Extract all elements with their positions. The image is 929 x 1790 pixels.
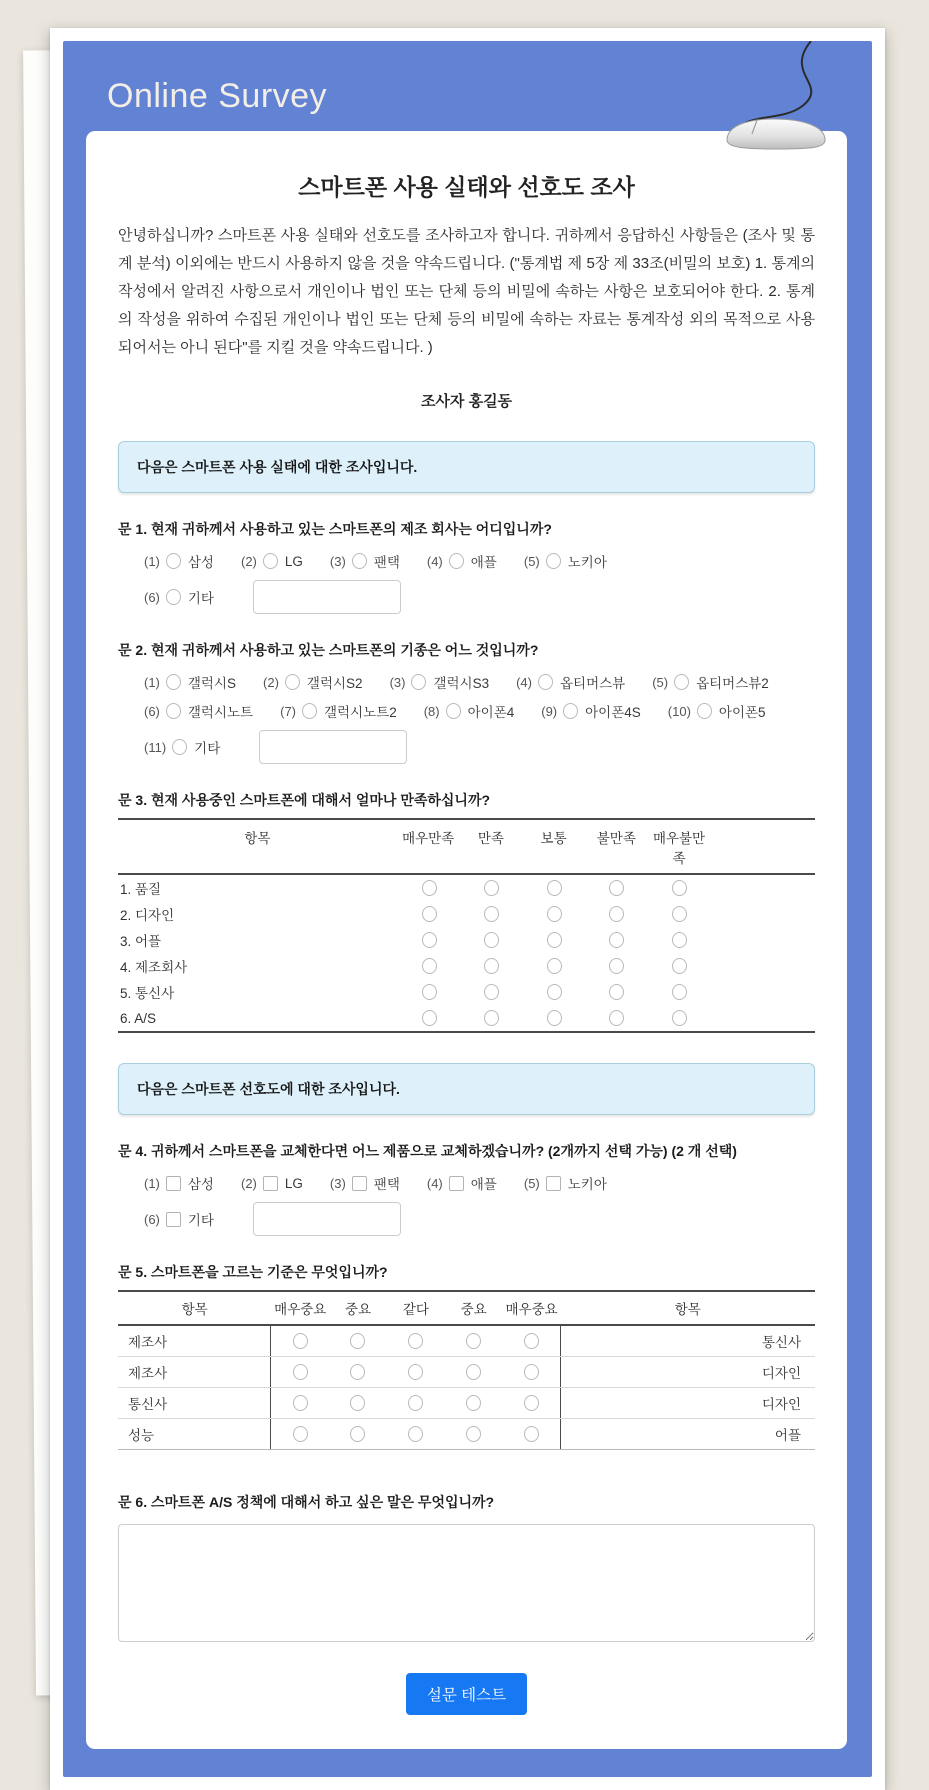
matrix-row-label: 5. 통신사: [120, 986, 175, 1001]
option-label: 애플: [470, 555, 497, 570]
radio-button[interactable]: [350, 1364, 365, 1380]
q1-title: 문 1. 현재 귀하께서 사용하고 있는 스마트폰의 제조 회사는 어디입니까?: [118, 521, 552, 537]
q2-option-7: [280, 701, 397, 721]
q3-matrix-header: [118, 820, 815, 875]
matrix-header-cell: 보통: [540, 831, 567, 846]
option-label: 삼성: [187, 1177, 214, 1192]
radio-button[interactable]: [547, 880, 562, 896]
radio-button[interactable]: [408, 1426, 423, 1442]
option-label: 팬택: [373, 1177, 400, 1192]
q3-matrix-row: [118, 901, 815, 927]
q5-title: 문 5. 스마트폰을 고르는 기준은 무엇입니까?: [118, 1264, 388, 1280]
app-title: Online Survey: [107, 77, 328, 115]
radio-button[interactable]: [466, 1426, 481, 1442]
matrix-header-cell: 매우중요: [505, 1302, 558, 1317]
option-number: (2): [263, 674, 279, 690]
radio-button[interactable]: [411, 674, 426, 690]
matrix-row-label: 통신사: [118, 1388, 271, 1418]
q2-other-input[interactable]: [259, 730, 407, 764]
matrix-row-label: 6. A/S: [120, 1010, 157, 1026]
matrix-row-label: 제조사: [118, 1357, 271, 1387]
submit-button[interactable]: 설문 테스트: [406, 1673, 527, 1715]
option-number: (2): [240, 553, 257, 569]
option-label: LG: [284, 1175, 303, 1191]
radio-button[interactable]: [302, 703, 317, 719]
radio-button[interactable]: [547, 932, 562, 948]
radio-button[interactable]: [609, 958, 624, 974]
radio-button[interactable]: [672, 958, 687, 974]
radio-button[interactable]: [547, 1010, 562, 1026]
radio-button[interactable]: [408, 1333, 423, 1349]
option-label: 갤럭시노트2: [324, 705, 397, 720]
radio-button[interactable]: [350, 1426, 365, 1442]
q1-option-4: [427, 551, 497, 571]
q2-option-4: [516, 672, 625, 692]
matrix-header-cell: 항목: [674, 1302, 701, 1317]
radio-button[interactable]: [166, 589, 181, 605]
q1-options-row2: [144, 580, 815, 614]
radio-button[interactable]: [609, 1010, 624, 1026]
radio-button[interactable]: [609, 984, 624, 1000]
q4-title: 문 4. 귀하께서 스마트폰을 교체한다면 어느 제품으로 교체하겠습니까? (2개까지 선택 가능) (2 개 선택): [118, 1143, 737, 1159]
checkbox[interactable]: [352, 1176, 367, 1191]
q3-matrix-row: [118, 953, 815, 979]
q1-options-row1: [144, 551, 815, 571]
option-label: 삼성: [187, 555, 214, 570]
q2-option-9: [541, 701, 641, 721]
matrix-header-cell: 매우중요: [274, 1302, 327, 1317]
radio-button[interactable]: [563, 703, 578, 719]
q2-options-row3: [144, 730, 815, 764]
radio-button[interactable]: [422, 906, 437, 922]
survey-page: [50, 28, 885, 1790]
q5-matrix-row: [118, 1387, 815, 1418]
matrix-header-cell: 매우불만족: [652, 831, 706, 866]
matrix-row-label: 4. 제조회사: [120, 960, 188, 975]
option-number: (1): [144, 1175, 160, 1191]
radio-button[interactable]: [293, 1364, 308, 1380]
q4-option-1: [144, 1173, 214, 1193]
option-number: (3): [329, 553, 346, 569]
q5-matrix-table: [118, 1290, 815, 1450]
matrix-header-cell: 같다: [402, 1302, 429, 1317]
radio-button[interactable]: [609, 932, 624, 948]
option-label: 애플: [470, 1177, 497, 1192]
option-number: (3): [389, 674, 406, 690]
q1-option-5: [524, 551, 607, 571]
radio-button[interactable]: [422, 932, 437, 948]
option-number: (2): [240, 1175, 257, 1191]
radio-button[interactable]: [484, 932, 499, 948]
matrix-row-label: 제조사: [118, 1326, 271, 1356]
section1-notice: 다음은 스마트폰 사용 실태에 대한 조사입니다.: [118, 441, 815, 493]
radio-button[interactable]: [166, 703, 181, 719]
option-number: (6): [144, 589, 160, 605]
option-number: (8): [423, 703, 440, 719]
q4-option-5: [524, 1173, 607, 1193]
radio-button[interactable]: [547, 984, 562, 1000]
radio-button[interactable]: [609, 880, 624, 896]
radio-button[interactable]: [285, 674, 300, 690]
option-label: 옵티머스뷰2: [696, 676, 769, 691]
option-number: (9): [541, 703, 558, 719]
option-label: 아이폰4: [467, 705, 515, 720]
q4-options-row2: [144, 1202, 815, 1236]
option-number: (7): [280, 703, 296, 719]
radio-button[interactable]: [547, 958, 562, 974]
checkbox[interactable]: [166, 1176, 181, 1191]
radio-button[interactable]: [449, 553, 464, 569]
option-label: 기타: [187, 591, 214, 606]
matrix-header-cell: 불만족: [596, 831, 636, 846]
option-number: (11): [144, 739, 167, 755]
q5-matrix-header: [118, 1292, 815, 1326]
matrix-row-label: 2. 디자인: [120, 908, 175, 923]
q2-option-5: [652, 672, 769, 692]
option-number: (5): [523, 553, 540, 569]
option-number: (6): [144, 1211, 160, 1227]
q2-options-row2: [144, 701, 815, 721]
q3-matrix-row: [118, 927, 815, 953]
radio-button[interactable]: [466, 1364, 481, 1380]
option-label: LG: [284, 553, 303, 569]
radio-button[interactable]: [547, 906, 562, 922]
radio-button[interactable]: [524, 1333, 539, 1349]
radio-button[interactable]: [484, 958, 499, 974]
radio-button[interactable]: [674, 674, 689, 690]
intro-paragraph: 안녕하십니까? 스마트폰 사용 실태와 선호도를 조사하고자 합니다. 귀하께서 응답하신 사항들은 (조사 및 통계 분석) 이외에는 반드시 사용하지 않을 것을 약속드립니다. ("통계법 제 5장 제 33조(비밀의 보호) 1. 통계의 작성에서 알려진 사항으로서 개인이나 법인 또는 단체 등의 비밀에 속하는 사항은 보호되어야 한다. 2. 통계의 작성을 위하여 수집된 개인이나 법인 또는 단체 등의 비밀에 속하는 자료는 통계작성 외의 목적으로 사용되어서는 아니 된다"를 지킬 것을 약속드립니다. ): [118, 227, 815, 356]
radio-button[interactable]: [293, 1426, 308, 1442]
option-number: (5): [523, 1175, 540, 1191]
option-number: (10): [667, 703, 691, 719]
q4-options-row1: [144, 1173, 815, 1193]
matrix-row-label: 통신사: [761, 1335, 802, 1350]
comment-textarea[interactable]: [118, 1524, 815, 1642]
q1-option-2: [241, 553, 303, 569]
radio-button[interactable]: [672, 984, 687, 1000]
matrix-row-label: 디자인: [761, 1366, 802, 1381]
radio-button[interactable]: [422, 880, 437, 896]
option-number: (6): [144, 703, 160, 719]
radio-button[interactable]: [263, 553, 278, 569]
option-number: (1): [144, 553, 160, 569]
q1-other-input[interactable]: [253, 580, 401, 614]
content-card: [86, 131, 847, 1749]
q4-option-2: [241, 1176, 303, 1191]
q4-option-6: [144, 1209, 214, 1229]
blue-frame: [63, 41, 872, 1777]
radio-button[interactable]: [422, 984, 437, 1000]
option-number: (1): [144, 674, 160, 690]
q2-option-8: [424, 701, 515, 721]
matrix-header-cell: 중요: [460, 1302, 487, 1317]
matrix-row-label: 성능: [118, 1419, 271, 1449]
option-label: 노키아: [567, 1177, 607, 1192]
option-label: 아이폰5: [718, 705, 766, 720]
matrix-header-spacer: [710, 820, 815, 873]
option-label: 기타: [194, 741, 221, 756]
option-number: (4): [426, 1175, 443, 1191]
survey-title: 스마트폰 사용 실태와 선호도 조사: [298, 174, 635, 200]
q2-option-6: [144, 701, 253, 721]
radio-button[interactable]: [672, 906, 687, 922]
surveyor-line: 조사자 홍길동: [420, 393, 513, 410]
radio-button[interactable]: [466, 1333, 481, 1349]
q2-option-2: [263, 672, 363, 692]
radio-button[interactable]: [524, 1364, 539, 1380]
q2-option-1: [144, 672, 236, 692]
radio-button[interactable]: [166, 674, 181, 690]
submit-row: [118, 1647, 815, 1749]
checkbox[interactable]: [449, 1176, 464, 1191]
radio-button[interactable]: [609, 906, 624, 922]
q3-matrix-row: [118, 1005, 815, 1031]
q1-option-1: [144, 551, 214, 571]
q3-title: 문 3. 현재 사용중인 스마트폰에 대해서 얼마나 만족하십니까?: [118, 792, 491, 808]
option-label: 갤럭시S3: [433, 676, 490, 691]
matrix-header-cell: 만족: [477, 831, 504, 846]
q2-options-row1: [144, 672, 815, 692]
q1-option-3: [330, 551, 400, 571]
matrix-row-label: 1. 품질: [120, 882, 162, 897]
radio-button[interactable]: [422, 1010, 437, 1026]
q5-matrix-row: [118, 1326, 815, 1356]
checkbox[interactable]: [166, 1212, 181, 1227]
checkbox[interactable]: [546, 1176, 561, 1191]
option-label: 갤럭시노트: [187, 705, 254, 720]
q3-matrix-table: [118, 818, 815, 1033]
radio-button[interactable]: [697, 703, 712, 719]
radio-button[interactable]: [166, 553, 181, 569]
radio-button[interactable]: [408, 1364, 423, 1380]
matrix-header-cell: 항목: [244, 831, 271, 846]
option-number: (5): [652, 674, 669, 690]
option-label: 갤럭시S2: [306, 676, 363, 691]
checkbox[interactable]: [263, 1176, 278, 1191]
matrix-header-cell: 항목: [181, 1302, 208, 1317]
radio-button[interactable]: [293, 1333, 308, 1349]
option-label: 팬택: [373, 555, 400, 570]
radio-button[interactable]: [524, 1395, 539, 1411]
radio-button[interactable]: [350, 1333, 365, 1349]
matrix-row-label: 어플: [774, 1428, 802, 1443]
radio-button[interactable]: [484, 880, 499, 896]
q1-option-6: [144, 587, 214, 607]
option-number: (4): [426, 553, 443, 569]
q2-option-11: [144, 737, 220, 757]
radio-button[interactable]: [352, 553, 367, 569]
radio-button[interactable]: [466, 1395, 481, 1411]
q4-option-4: [427, 1173, 497, 1193]
q2-title: 문 2. 현재 귀하께서 사용하고 있는 스마트폰의 기종은 어느 것입니까?: [118, 642, 539, 658]
radio-button[interactable]: [422, 958, 437, 974]
option-label: 갤럭시S: [187, 676, 237, 691]
q3-matrix-row: [118, 979, 815, 1005]
radio-button[interactable]: [408, 1395, 423, 1411]
option-label: 아이폰4S: [585, 705, 641, 720]
matrix-row-label: 디자인: [761, 1397, 802, 1412]
q2-option-3: [390, 672, 490, 692]
section2-notice: 다음은 스마트폰 선호도에 대한 조사입니다.: [118, 1063, 815, 1115]
radio-button[interactable]: [484, 1010, 499, 1026]
radio-button[interactable]: [672, 880, 687, 896]
radio-button[interactable]: [672, 1010, 687, 1026]
radio-button[interactable]: [172, 739, 187, 755]
mouse-icon: [615, 41, 850, 159]
option-number: (3): [329, 1175, 346, 1191]
radio-button[interactable]: [350, 1395, 365, 1411]
radio-button[interactable]: [524, 1426, 539, 1442]
radio-button[interactable]: [672, 932, 687, 948]
radio-button[interactable]: [538, 674, 553, 690]
radio-button[interactable]: [546, 553, 561, 569]
q4-option-3: [330, 1173, 400, 1193]
q6-title: 문 6. 스마트폰 A/S 정책에 대해서 하고 싶은 말은 무엇입니까?: [118, 1494, 495, 1510]
option-label: 옵티머스뷰: [559, 676, 626, 691]
q4-other-input[interactable]: [253, 1202, 401, 1236]
option-number: (4): [516, 674, 532, 690]
radio-button[interactable]: [484, 984, 499, 1000]
matrix-row-label: 3. 어플: [120, 934, 162, 949]
matrix-header-cell: 매우만족: [402, 831, 455, 846]
q2-option-10: [668, 701, 766, 721]
option-label: 노키아: [567, 555, 607, 570]
q5-matrix-row: [118, 1356, 815, 1387]
q3-matrix-row: [118, 875, 815, 901]
radio-button[interactable]: [446, 703, 461, 719]
q5-matrix-row: [118, 1418, 815, 1449]
option-label: 기타: [187, 1213, 214, 1228]
radio-button[interactable]: [293, 1395, 308, 1411]
radio-button[interactable]: [484, 906, 499, 922]
matrix-header-cell: 중요: [345, 1302, 372, 1317]
